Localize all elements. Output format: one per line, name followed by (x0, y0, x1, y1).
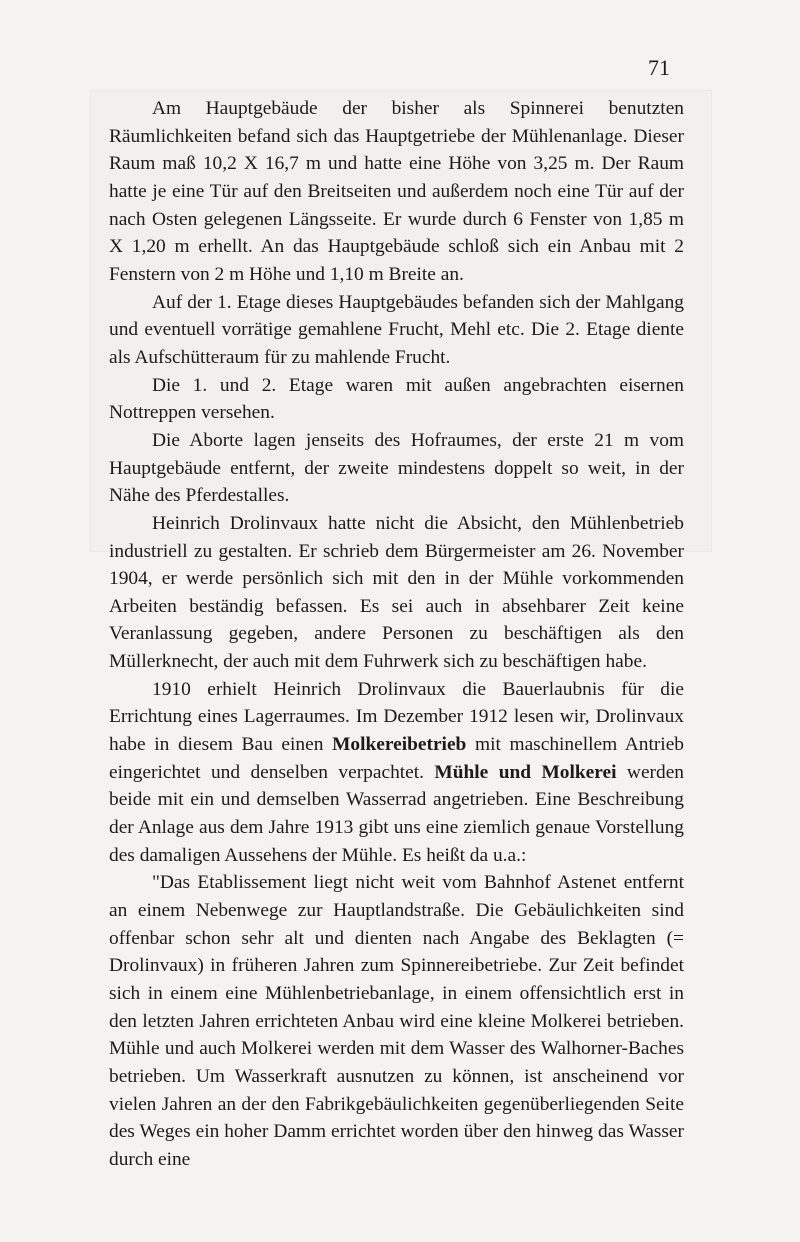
dairy-bold-molkereibetrieb: Molkereibetrieb (332, 734, 467, 756)
dairy-text-a: 1910 erhielt Heinrich Drolinvaux die Bauerlaubnis für die Errichtung eines Lagerraumes. Im Dezember 1912 lesen wir, Drolinvaux habe in diesem Bau einen (109, 678, 684, 756)
dairy-bold-muehle-molkerei: Mühle und Molkerei (434, 761, 617, 783)
paragraph-quote-1913: "Das Etablissement liegt nicht weit vom Bahnhof Astenet entfernt an einem Nebenwege zur Hauptlandstraße. Die Gebäulichkeiten sind offenbar schon sehr alt und dienten nach Angabe des Beklagten (= Drolinvaux) in früheren Jahren zum Spinnereibetriebe. Zur Zeit befindet sich in einem eine Mühlenbetriebanlage, in einem offensichtlich erst in den letzten Jahren errichteten Anbau wird eine kleine Molkerei betrieben. Mühle und auch Molkerei werden mit dem Wasser des Walhorner-Baches betrieben. Um Wasserkraft ausnutzen zu können, ist anscheinend vor vielen Jahren an der den Fabrikgebäulichkeiten gegenüberliegenden Seite des Weges ein hoher Damm errichtet worden über den hinweg das Wasser durch eine (109, 872, 684, 1170)
paragraph-main-building: Am Hauptgebäude der bisher als Spinnerei benutzten Räumlichkeiten befand sich das Hauptgetriebe der Mühlenanlage. Dieser Raum maß 10,2 X 16,7 m und hatte eine Höhe von 3,25 m. Der Raum hatte je eine Tür auf den Breitseiten und außerdem noch eine Tür auf der nach Osten gelegenen Längsseite. Er wurde durch 6 Fenster von 1,85 m X 1,20 m erhellt. An das Hauptgebäude schloß sich ein Anbau mit 2 Fenstern von 2 m Höhe und 1,10 m Breite an. (109, 98, 684, 285)
body-text (109, 95, 684, 1174)
paragraph-dairy (109, 676, 684, 870)
paragraph-emergency-stairs: Die 1. und 2. Etage waren mit außen angebrachten eisernen Nottreppen versehen. (109, 374, 684, 424)
dairy-text-b: mit maschinellem Antrieb eingerichtet und denselben verpachtet. (109, 734, 684, 783)
paragraph-toilets: Die Aborte lagen jenseits des Hofraumes, der erste 21 m vom Hauptgebäude entfernt, der zweite mindestens doppelt so weit, in der Nähe des Pferdestalles. (109, 429, 684, 507)
page-number: 71 (648, 55, 670, 80)
paragraph-first-floor: Auf der 1. Etage dieses Hauptgebäudes befanden sich der Mahlgang und eventuell vorrätige gemahlene Frucht, Mehl etc. Die 2. Etage diente als Aufschütteraum für zu mahlende Frucht. (109, 291, 684, 368)
dairy-text-c: werden beide mit ein und demselben Wasserrad angetrieben. Eine Beschreibung der Anlage aus dem Jahre 1913 gibt uns eine ziemlich genaue Vorstellung des damaligen Aussehens der Mühle. Es heißt da u.a.: (109, 761, 685, 866)
paragraph-drolinvaux-intent: Heinrich Drolinvaux hatte nicht die Absicht, den Mühlenbetrieb industriell zu gestalten. Er schrieb dem Bürgermeister am 26. November 1904, er werde persönlich sich mit den in der Mühle vorkommenden Arbeiten beständig befassen. Es sei auch in absehbarer Zeit keine Veranlassung gegeben, andere Personen zu beschäftigen als den Müllerknecht, der auch mit dem Fuhrwerk sich zu beschäftigen habe. (109, 512, 684, 673)
